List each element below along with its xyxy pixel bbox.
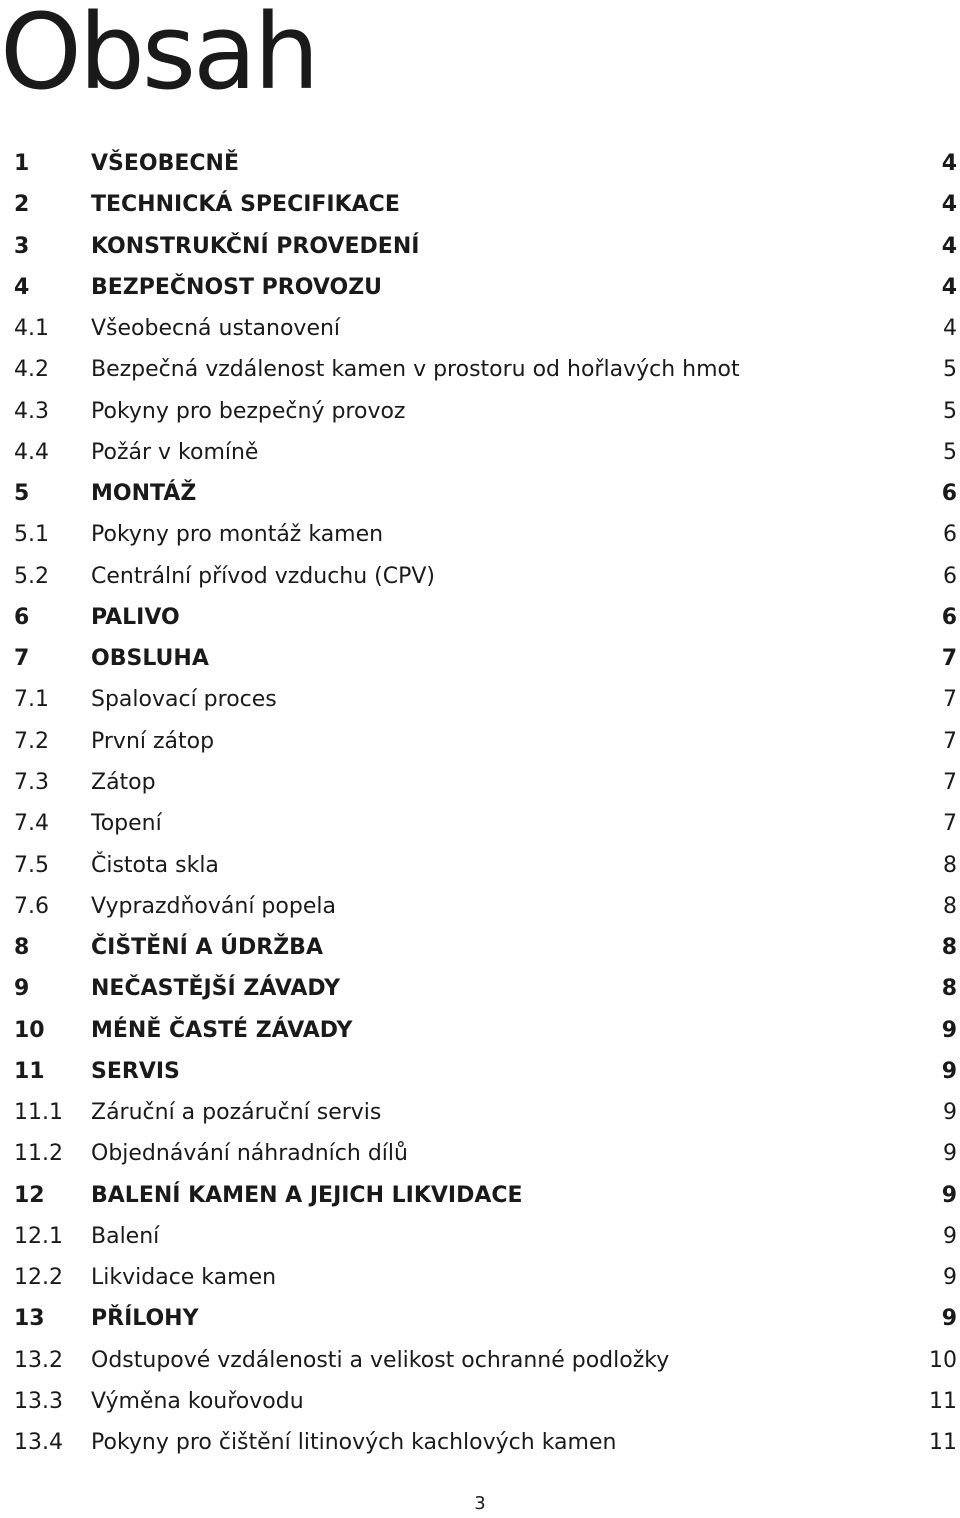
toc-entry-page: 8 xyxy=(943,893,957,919)
toc-entry-title: TECHNICKÁ SPECIFIKACE xyxy=(91,192,400,218)
toc-entry-number: 4.1 xyxy=(14,316,49,342)
toc-entry-title: Výměna kouřovodu xyxy=(91,1388,304,1414)
toc-entry-title: Spalovací proces xyxy=(91,687,277,713)
toc-entry-title: Pokyny pro montáž kamen xyxy=(91,522,384,548)
toc-entry-page: 5 xyxy=(943,439,957,465)
toc-section-entry[interactable] xyxy=(14,803,957,844)
toc-section-entry[interactable] xyxy=(14,845,957,886)
toc-entry-page: 4 xyxy=(941,151,957,176)
toc-entry-number: 3 xyxy=(14,233,30,259)
toc-section-entry[interactable] xyxy=(14,1092,957,1133)
toc-entry-number: 13.3 xyxy=(14,1388,63,1414)
toc-chapter-entry[interactable] xyxy=(14,968,957,1009)
toc-chapter-entry[interactable] xyxy=(14,267,957,308)
toc-chapter-entry[interactable] xyxy=(14,226,957,267)
toc-entry-page: 9 xyxy=(941,1058,957,1084)
toc-entry-number: 10 xyxy=(14,1017,45,1043)
toc-chapter-entry[interactable] xyxy=(14,638,957,679)
toc-chapter-entry[interactable] xyxy=(14,143,957,184)
toc-section-entry[interactable] xyxy=(14,1340,957,1381)
toc-entry-title: Požár v komíně xyxy=(91,439,259,465)
toc-entry-number: 2 xyxy=(14,192,30,218)
toc-entry-number: 11 xyxy=(14,1058,45,1084)
toc-entry-title: MONTÁŽ xyxy=(91,481,197,507)
toc-entry-number: 12.1 xyxy=(14,1223,63,1249)
toc-entry-number: 5.1 xyxy=(14,522,49,548)
toc-entry-page: 5 xyxy=(943,357,957,383)
toc-entry-page: 4 xyxy=(941,233,957,259)
toc-entry-page: 9 xyxy=(943,1223,957,1249)
toc-entry-number: 13 xyxy=(14,1306,45,1332)
table-of-contents xyxy=(14,143,957,1464)
toc-entry-page: 7 xyxy=(943,728,957,754)
toc-entry-page: 6 xyxy=(943,563,957,589)
toc-entry-page: 9 xyxy=(943,1141,957,1167)
toc-entry-title: VŠEOBECNĚ xyxy=(91,151,239,176)
toc-entry-title: OBSLUHA xyxy=(91,646,209,672)
toc-entry-title: Všeobecná ustanovení xyxy=(91,316,341,342)
toc-entry-title: SERVIS xyxy=(91,1058,180,1084)
toc-entry-page: 7 xyxy=(943,687,957,713)
toc-entry-page: 8 xyxy=(943,852,957,878)
toc-entry-page: 9 xyxy=(941,1017,957,1043)
toc-entry-title: Topení xyxy=(91,811,162,837)
toc-entry-number: 7.5 xyxy=(14,852,49,878)
toc-entry-title: NEČASTĚJŠÍ ZÁVADY xyxy=(91,976,341,1002)
toc-entry-number: 12 xyxy=(14,1182,45,1208)
toc-entry-number: 9 xyxy=(14,976,30,1002)
toc-section-entry[interactable] xyxy=(14,556,957,597)
toc-entry-title: BEZPEČNOST PROVOZU xyxy=(91,274,383,300)
toc-section-entry[interactable] xyxy=(14,1422,957,1463)
toc-entry-title: Bezpečná vzdálenost kamen v prostoru od hořlavých hmot xyxy=(91,357,740,383)
toc-entry-number: 5.2 xyxy=(14,563,49,589)
toc-section-entry[interactable] xyxy=(14,1257,957,1298)
toc-entry-number: 4.3 xyxy=(14,398,49,424)
toc-entry-page: 7 xyxy=(943,769,957,795)
toc-section-entry[interactable] xyxy=(14,391,957,432)
toc-chapter-entry[interactable] xyxy=(14,597,957,638)
toc-entry-title: MÉNĚ ČASTÉ ZÁVADY xyxy=(91,1017,353,1043)
toc-entry-number: 5 xyxy=(14,481,30,507)
toc-entry-number: 4 xyxy=(14,274,30,300)
toc-entry-page: 10 xyxy=(929,1347,957,1373)
toc-section-entry[interactable] xyxy=(14,886,957,927)
toc-entry-title: Zátop xyxy=(91,769,156,795)
toc-entry-number: 7 xyxy=(14,646,30,672)
toc-entry-page: 4 xyxy=(941,274,957,300)
toc-entry-page: 8 xyxy=(941,976,957,1002)
toc-chapter-entry[interactable] xyxy=(14,1010,957,1051)
toc-entry-title: Čistota skla xyxy=(91,852,219,878)
toc-entry-title: Vyprazdňování popela xyxy=(91,893,336,919)
toc-entry-number: 13.2 xyxy=(14,1347,63,1373)
toc-entry-page: 4 xyxy=(943,316,957,342)
toc-section-entry[interactable] xyxy=(14,721,957,762)
toc-entry-title: Odstupové vzdálenosti a velikost ochranné podložky xyxy=(91,1347,670,1373)
toc-section-entry[interactable] xyxy=(14,1216,957,1257)
page-number: 3 xyxy=(474,1493,486,1514)
toc-entry-title: PALIVO xyxy=(91,604,180,630)
toc-entry-page: 9 xyxy=(943,1100,957,1126)
toc-entry-number: 4.4 xyxy=(14,439,49,465)
toc-entry-page: 4 xyxy=(941,192,957,218)
toc-entry-page: 6 xyxy=(943,522,957,548)
toc-entry-number: 8 xyxy=(14,935,30,961)
toc-entry-page: 5 xyxy=(943,398,957,424)
toc-entry-title: Pokyny pro čištění litinových kachlových kamen xyxy=(91,1430,617,1456)
toc-section-entry[interactable] xyxy=(14,308,957,349)
toc-entry-title: Centrální přívod vzduchu (CPV) xyxy=(91,563,436,589)
toc-entry-title: Záruční a pozáruční servis xyxy=(91,1100,382,1126)
toc-entry-title: ČIŠTĚNÍ A ÚDRŽBA xyxy=(91,935,323,961)
toc-section-entry[interactable] xyxy=(14,1381,957,1422)
toc-entry-page: 7 xyxy=(943,811,957,837)
toc-chapter-entry[interactable] xyxy=(14,1298,957,1339)
toc-entry-page: 9 xyxy=(943,1265,957,1291)
toc-entry-page: 9 xyxy=(941,1182,957,1208)
toc-entry-number: 7.1 xyxy=(14,687,49,713)
toc-entry-number: 7.2 xyxy=(14,728,49,754)
toc-entry-number: 13.4 xyxy=(14,1430,63,1456)
toc-section-entry[interactable] xyxy=(14,349,957,390)
toc-entry-title: PŘÍLOHY xyxy=(91,1306,199,1332)
toc-section-entry[interactable] xyxy=(14,679,957,720)
toc-entry-page: 11 xyxy=(929,1430,957,1456)
toc-entry-title: Pokyny pro bezpečný provoz xyxy=(91,398,406,424)
toc-entry-title: Objednávání náhradních dílů xyxy=(91,1141,408,1167)
page-title: Obsah xyxy=(0,0,317,113)
toc-section-entry[interactable] xyxy=(14,432,957,473)
toc-chapter-entry[interactable] xyxy=(14,1175,957,1216)
toc-entry-number: 11.2 xyxy=(14,1141,63,1167)
toc-chapter-entry[interactable] xyxy=(14,927,957,968)
toc-entry-page: 9 xyxy=(941,1306,957,1332)
toc-entry-number: 12.2 xyxy=(14,1265,63,1291)
toc-chapter-entry[interactable] xyxy=(14,473,957,514)
toc-entry-number: 1 xyxy=(14,151,30,176)
toc-entry-number: 11.1 xyxy=(14,1100,63,1126)
toc-entry-number: 7.6 xyxy=(14,893,49,919)
toc-entry-page: 6 xyxy=(941,481,957,507)
toc-entry-page: 6 xyxy=(941,604,957,630)
toc-entry-title: BALENÍ KAMEN A JEJICH LIKVIDACE xyxy=(91,1182,523,1208)
toc-entry-title: První zátop xyxy=(91,728,215,754)
toc-entry-page: 11 xyxy=(929,1388,957,1414)
toc-entry-page: 7 xyxy=(941,646,957,672)
toc-entry-number: 4.2 xyxy=(14,357,49,383)
toc-entry-number: 7.3 xyxy=(14,769,49,795)
toc-section-entry[interactable] xyxy=(14,514,957,555)
toc-entry-title: Balení xyxy=(91,1223,160,1249)
toc-entry-title: KONSTRUKČNÍ PROVEDENÍ xyxy=(91,233,420,259)
toc-entry-page: 8 xyxy=(941,935,957,961)
toc-entry-number: 7.4 xyxy=(14,811,49,837)
toc-chapter-entry[interactable] xyxy=(14,184,957,225)
toc-entry-number: 6 xyxy=(14,604,30,630)
toc-chapter-entry[interactable] xyxy=(14,1051,957,1092)
toc-section-entry[interactable] xyxy=(14,762,957,803)
toc-section-entry[interactable] xyxy=(14,1133,957,1174)
toc-entry-title: Likvidace kamen xyxy=(91,1265,277,1291)
